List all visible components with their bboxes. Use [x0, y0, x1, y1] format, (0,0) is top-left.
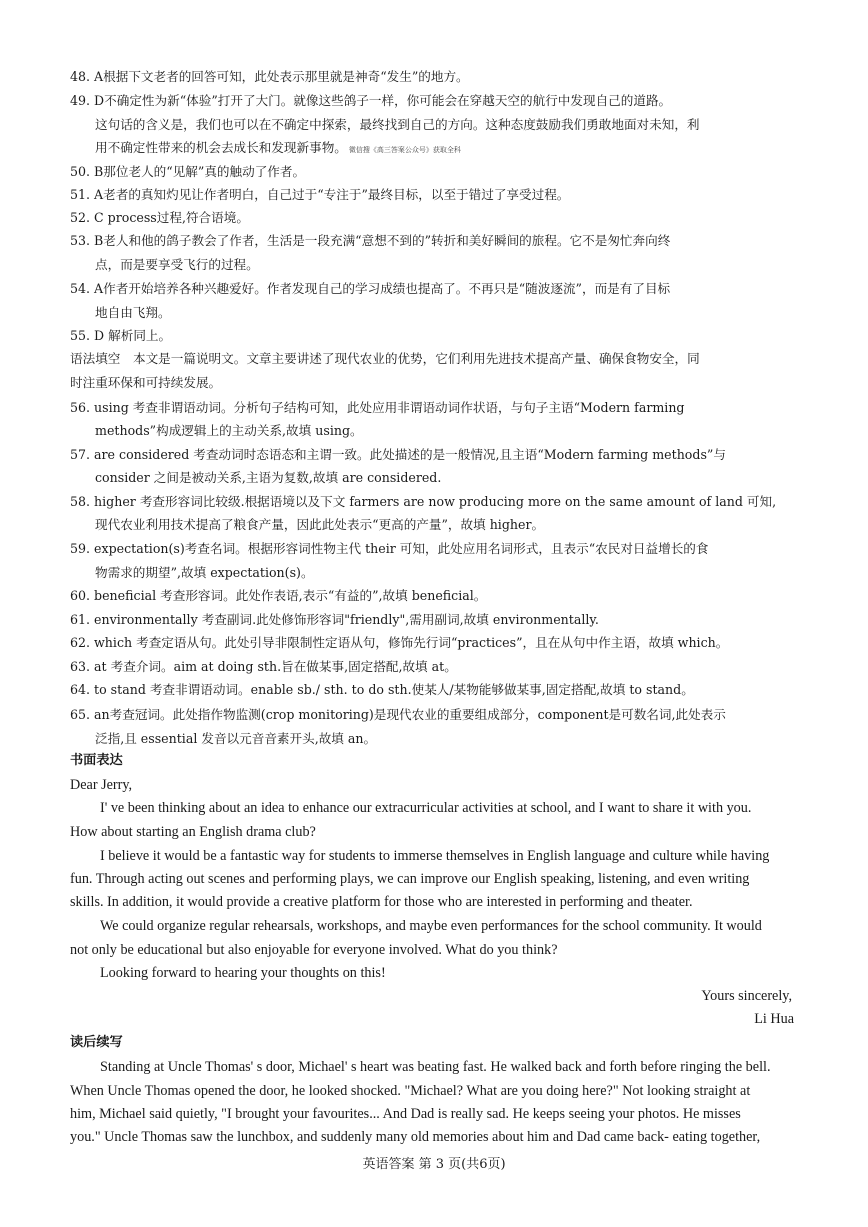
answer-50: 50. B那位老人的“见解”真的触动了作者。	[70, 164, 306, 179]
letter-signature: Li Hua	[754, 1011, 794, 1027]
answer-58-line2: 现代农业利用技术提高了粮食产量，因此此处表示“更高的产量”，故填 higher。	[95, 517, 545, 532]
answer-54-line1: 54. A作者开始培养各种兴趣爱好。作者发现自己的学习成绩也提高了。不再只是“随波逐流”，而是有了目标	[70, 281, 671, 296]
answer-48: 48. A根据下文老者的回答可知，此处表示那里就是神奇“发生”的地方。	[70, 69, 469, 84]
page-footer: 英语答案 第 3 页(共6页)	[362, 1157, 506, 1172]
answer-56-line1: 56. using 考查非谓语动词。分析句子结构可知，此处应用非谓语动词作状语，与句子主语“Modern farming	[70, 400, 685, 415]
letter-salutation: Dear Jerry,	[70, 777, 133, 793]
answer-53-line1: 53. B老人和他的鸽子教会了作者，生活是一段充满“意想不到的”转折和美好瞬间的旅程。它不是匆忙奔向终	[70, 233, 671, 248]
answer-60: 60. beneficial 考查形容词。此处作表语,表示“有益的”,故填 beneficial。	[70, 588, 487, 603]
answer-65-line1: 65. an考查冠词。此处指作物监测(crop monitoring)是现代农业的重要组成部分，component是可数名词,此处表示	[70, 707, 726, 722]
continuation-line2: When Uncle Thomas opened the door, he looked shocked. "Michael? What are you doing here?" Not looking straight at	[70, 1083, 751, 1099]
letter-p3-line2: not only be educational but also enjoyable for everyone involved. What do you think?	[70, 942, 558, 958]
answer-64: 64. to stand 考查非谓语动词。enable sb./ sth. to do sth.使某人/某物能够做某事,固定搭配,故填 to stand。	[70, 682, 694, 697]
answer-49-line1: 49. D不确定性为新“体验”打开了大门。就像这些鸽子一样，你可能会在穿越天空的航行中发现自己的道路。	[70, 93, 672, 108]
answer-59-line2: 物需求的期望”,故填 expectation(s)。	[95, 565, 314, 580]
answer-55: 55. D 解析同上。	[70, 328, 172, 343]
letter-p2-line1: I believe it would be a fantastic way for students to immerse themselves in English language and culture while having	[100, 848, 770, 864]
answer-65-line2: 泛指,且 essential 发音以元音音素开头,故填 an。	[95, 731, 377, 746]
answer-57-line1: 57. are considered 考查动词时态语态和主谓一致。此处描述的是一般情况,且主语“Modern farming methods”与	[70, 447, 726, 462]
answer-56-line2: methods”构成逻辑上的主动关系,故填 using。	[95, 423, 363, 438]
answer-62: 62. which 考查定语从句。此处引导非限制性定语从句，修饰先行词“practices”，且在从句中作主语，故填 which。	[70, 635, 729, 650]
continuation-line1: Standing at Uncle Thomas' s door, Michael' s heart was beating fast. He walked back and forth before ringing the bell.	[100, 1059, 771, 1075]
answer-61: 61. environmentally 考查副词.此处修饰形容词"friendly",需用副词,故填 environmentally.	[70, 612, 599, 627]
answer-49-line3	[95, 138, 790, 160]
answer-53-line2: 点，而是要享受飞行的过程。	[95, 257, 259, 272]
answer-58-line1: 58. higher 考查形容词比较级.根据语境以及下文 farmers are now producing more on the same amount of land 可知,	[70, 494, 777, 509]
letter-p1-line2: How about starting an English drama club?	[70, 824, 316, 840]
letter-p1-line1: I' ve been thinking about an idea to enhance our extracurricular activities at school, and I want to share it with you.	[100, 800, 752, 816]
letter-closing: Yours sincerely,	[701, 988, 792, 1004]
letter-p4: Looking forward to hearing your thoughts on this!	[100, 965, 386, 981]
answer-57-line2: consider 之间是被动关系,主语为复数,故填 are considered.	[95, 470, 442, 485]
letter-p3-line1: We could organize regular rehearsals, workshops, and maybe even performances for the school community. It would	[100, 918, 762, 934]
answer-49-line2: 这句话的含义是，我们也可以在不确定中探索，最终找到自己的方向。这种态度鼓励我们勇敢地面对未知，利	[95, 117, 700, 132]
answer-63: 63. at 考查介词。aim at doing sth.旨在做某事,固定搭配,故填 at。	[70, 659, 457, 674]
continuation-line4: you." Uncle Thomas saw the lunchbox, and suddenly many old memories about him and Dad came back- eating together,	[70, 1129, 761, 1145]
writing-heading: 书面表达	[70, 753, 123, 768]
answer-52: 52. C process过程,符合语境。	[70, 210, 249, 225]
letter-p2-line3: skills. In addition, it would provide a creative platform for those who are interested in performing and theater.	[70, 894, 693, 910]
continuation-line3: him, Michael said quietly, "I brought your favourites... And Dad is really sad. He keeps seeing your photos. He misses	[70, 1106, 741, 1122]
answer-54-line2: 地自由飞翔。	[95, 305, 171, 320]
grammar-intro-line2: 时注重环保和可持续发展。	[70, 375, 222, 390]
answer-59-line1: 59. expectation(s)考查名词。根据形容词性物主代 their 可知，此处应用名词形式，且表示“农民对日益增长的食	[70, 541, 709, 556]
answer-51: 51. A老者的真知灼见让作者明白，自己过于“专注于”最终目标，以至于错过了享受过程。	[70, 187, 570, 202]
letter-p2-line2: fun. Through acting out scenes and performing plays, we can improve our English speaking, listening, and even writing	[70, 871, 750, 887]
grammar-intro-line1: 语法填空 本文是一篇说明文。文章主要讲述了现代农业的优势，它们利用先进技术提高产量、确保食物安全，同	[70, 351, 700, 366]
watermark-note: 微信搜《高三答案公众号》获取全科	[348, 146, 461, 154]
answer-49-line3-text: 用不确定性带来的机会去成长和发现新事物。	[95, 140, 347, 155]
continuation-heading: 读后续写	[70, 1035, 123, 1050]
